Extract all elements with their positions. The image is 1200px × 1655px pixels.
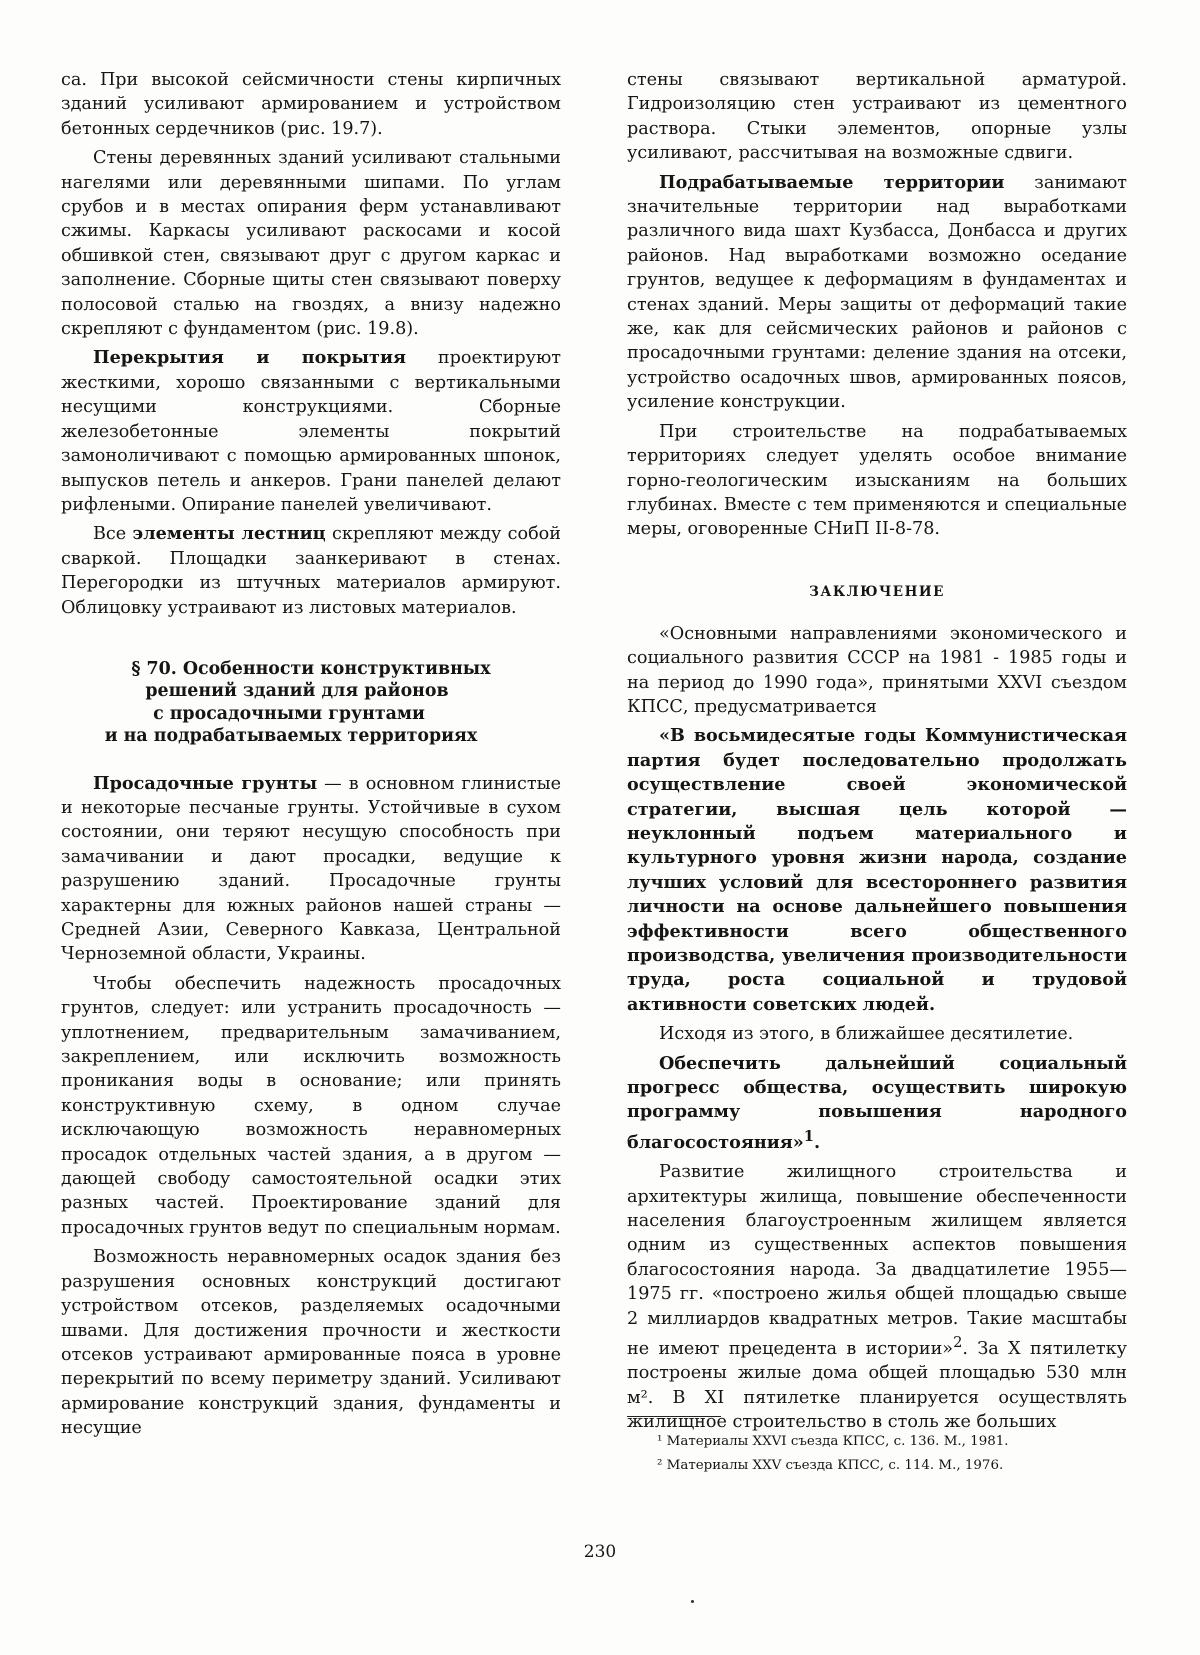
paragraph: «Основными направлениями экономического и социального развития СССР на 1981 - 1985 годы и на период до 1990 года», принятыми XXVI съездом КПСС, предусматривается <box>627 623 1127 717</box>
paragraph: стены связывают вертикальной арматурой. Гидроизоляцию стен устраивают из цементного раствора. Стыки элементов, опорные узлы усиливают, рассчитывая на возможные сдвиги. <box>627 70 1127 164</box>
quotation: Обеспечить дальнейший социальный прогресс общества, осуществить широкую программу повышения народного благосостояния»$^1$. <box>627 1052 1127 1153</box>
bold-term: Подрабатываемые территории <box>659 171 1005 193</box>
section-heading <box>61 658 561 748</box>
paragraph <box>61 346 561 517</box>
quotation-text: Обеспечить дальнейший социальный прогресс общества, осуществить широкую программу повышения народного благосостояния» <box>627 1052 1127 1153</box>
heading-line: § 70. Особенности конструктивных <box>131 658 491 679</box>
right-column <box>627 68 1127 1434</box>
footnote: ¹ Материалы XXVI съезда КПСС, с. 136. М., 1981. <box>657 1434 1009 1449</box>
section-title: ЗАКЛЮЧЕНИЕ <box>809 583 945 600</box>
paragraph: Чтобы обеспечить надежность просадочных грунтов, следует: или устранить просадочность — уплотнением, предварительным замачиванием, закреплением, или исключить возможность проникания воды в основание; или принять конструктивную схему, в одном случае исключающую возможность неравномерных просадок отдельных частей здания, а в другом — дающей свободу самостоятельной осадки этих разных частей. Проектирование зданий для просадочных грунтов ведут по специальным нормам. <box>61 973 561 1238</box>
scan-speck <box>691 1600 694 1603</box>
paragraph-text: Развитие жилищного строительства и архитектуры жилища, повышение обеспеченности населения благоустроенным жилищем является одним из существенных аспектов повышения благосостояния народа. За двадцатилетие 1955—1975 гг. «построено жилья общей площадью свыше 2 миллиардов квадратных метров. Такие масштабы не имеют прецедента в истории» <box>627 1162 1127 1359</box>
paragraph: При строительстве на подрабатываемых территориях следует уделять особое внимание горно-геологическим изысканиям на больших глубинах. Вместе с тем применяются и специальные меры, оговоренные СНиП II-8-78. <box>627 421 1127 540</box>
paragraph: Исходя из этого, в ближайшее десятилетие. <box>659 1024 1074 1045</box>
footnote-ref: 1 <box>803 1127 814 1145</box>
heading-line: и на подрабатываемых территориях <box>104 726 478 747</box>
bold-term: Просадочные грунты <box>93 772 318 794</box>
paragraph-text: скрепляют между собой сваркой. Площадки заанкеривают в стенах. Перегородки из штучных материалов армируют. Облицовку устраивают из листовых материалов. <box>61 524 561 618</box>
footnote-divider <box>627 1416 721 1417</box>
paragraph-text: . За X пятилетку построены жилые дома общей площадью 530 млн м². В XI пятилетке планируется осуществлять жилищное строительство в столь же больших <box>627 1338 1127 1433</box>
bold-term: Перекрытия и покрытия <box>93 347 406 369</box>
page-number: 230 <box>583 1542 617 1562</box>
paragraph-text: проектируют жесткими, хорошо связанными с вертикальными несущими конструкциями. Сборные железобетонные элементы покрытий замоноличивают с помощью армированных шпонок, выпусков петель и анкеров. Грани панелей делают рифлеными. Опирание панелей увеличивают. <box>61 348 561 515</box>
paragraph-text: Все <box>93 524 133 545</box>
footnote-ref: 2 <box>953 1333 963 1351</box>
heading-line: решений зданий для районов <box>145 681 449 702</box>
paragraph-text: занимают значительные территории над выработками различного вида шахт Кузбасса, Донбасса и других районов. Над выработками возможно оседание грунтов, ведущее к деформациям в фундаментах и стенах зданий. Меры защиты от деформаций такие же, как для сейсмических районов и районов с просадочными грунтами: деление здания на отсеки, устройство осадочных швов, армированных поясов, усиление конструкции. <box>627 172 1127 413</box>
quotation: «В восьмидесятые годы Коммунистическая партия будет последовательно продолжать осуществление своей экономической стратегии, высшая цель которой — неуклонный подъем материального и культурного уровня жизни народа, создание лучших условий для всестороннего развития личности на основе дальнейшего повышения эффективности всего общественного производства, увеличения производительности труда, роста социальной и трудовой активности советских людей. <box>627 725 1127 1015</box>
paragraph <box>61 772 561 967</box>
bold-term: элементы лестниц <box>132 523 326 545</box>
paragraph: Стены деревянных зданий усиливают стальными нагелями или деревянными шипами. По углам срубов и в местах опирания ферм устанавливают сжимы. Каркасы усиливают раскосами и косой обшивкой стен, связывают друг с другом каркас и заполнение. Сборные щиты стен связывают поверху полосовой сталью на гвоздях, а внизу надежно скрепляют с фундаментом (рис. 19.8). <box>61 148 561 340</box>
left-column <box>61 68 561 1441</box>
footnotes <box>627 1430 1137 1478</box>
paragraph: са. При высокой сейсмичности стены кирпичных зданий усиливают армированием и устройством бетонных сердечников (рис. 19.7). <box>61 70 561 139</box>
footnote: ² Материалы XXV съезда КПСС, с. 114. М., 1976. <box>657 1458 1004 1473</box>
heading-line: с просадочными грунтами <box>153 703 425 724</box>
paragraph: Возможность неравномерных осадок здания без разрушения основных конструкций достигают устройством отсеков, разделяемых осадочными швами. Для достижения прочности и жесткости отсеков устраивают армированные пояса в уровне перекрытий по всему периметру зданий. Усиливают армирование конструкций здания, фундаменты и несущие <box>61 1247 561 1439</box>
paragraph <box>627 1160 1127 1434</box>
paragraph <box>627 171 1127 415</box>
paragraph <box>61 522 561 620</box>
paragraph-text: — в основном глинистые и некоторые песчаные грунты. Устойчивые в сухом состоянии, они теряют несущую способность при замачивании и дают просадки, ведущие к разрушению зданий. Просадочные грунты характерны для южных районов нашей страны — Средней Азии, Северного Кавказа, Центральной Черноземной области, Украины. <box>61 773 561 965</box>
